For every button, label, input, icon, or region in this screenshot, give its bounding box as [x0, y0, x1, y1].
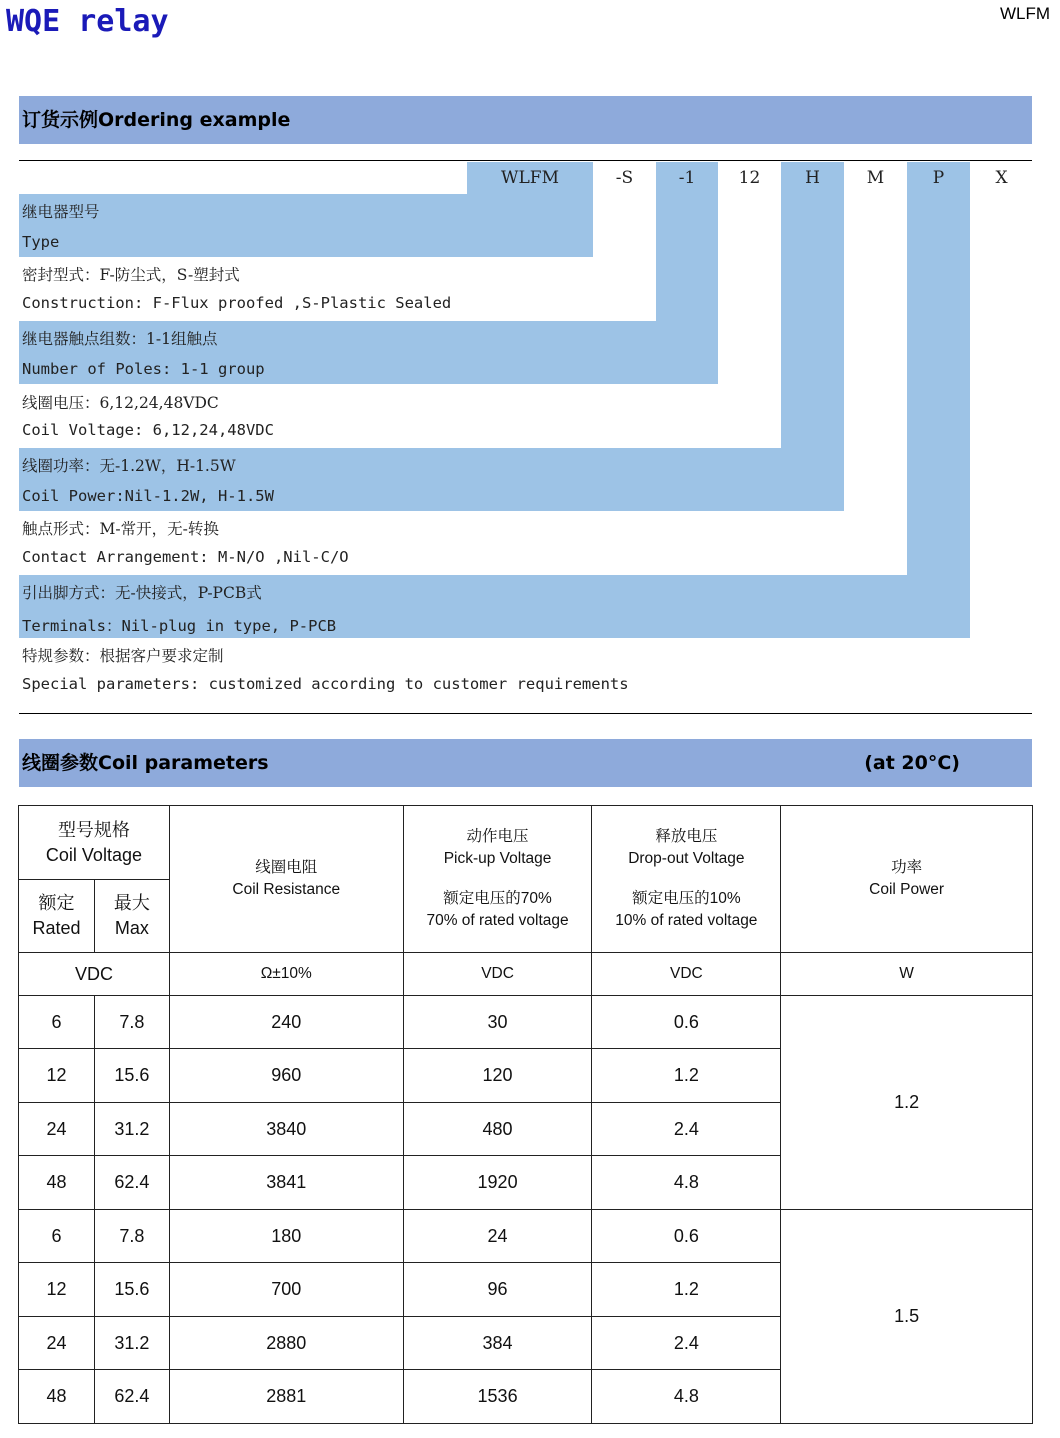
header-max-zh: 最大: [113, 893, 150, 913]
item-construction-en: Construction: F-Flux proofed ,S-Plastic Sealed: [22, 294, 452, 312]
header-dropout-note-zh: 额定电压的10%: [632, 890, 741, 907]
cell-rated: 48: [19, 1156, 95, 1210]
header-rated: [19, 880, 95, 953]
cell-pickup: 384: [403, 1317, 592, 1370]
cell-max: 15.6: [94, 1049, 169, 1103]
coil-parameters-table: [18, 805, 1033, 1424]
cell-resistance: 960: [169, 1049, 403, 1103]
cell-rated: 6: [19, 996, 95, 1049]
cell-dropout: 2.4: [592, 1103, 781, 1156]
header-coil-voltage-en: Coil Voltage: [45, 844, 142, 865]
header-dropout: [592, 806, 781, 953]
code-poles: -1: [678, 168, 696, 188]
model-label: WLFM: [1000, 4, 1051, 23]
cell-dropout: 1.2: [592, 1263, 781, 1317]
table-header-row-1: [19, 806, 1033, 880]
cell-power-group-2: 1.5: [781, 1210, 1033, 1424]
header-pickup: [403, 806, 592, 953]
cell-resistance: 240: [169, 996, 403, 1049]
header-dropout-en: Drop-out Voltage: [628, 850, 745, 867]
cell-pickup: 480: [403, 1103, 592, 1156]
coil-section-title: 线圈参数Coil parameters: [22, 752, 269, 774]
header-power: [781, 806, 1033, 953]
cell-dropout: 0.6: [592, 1210, 781, 1263]
unit-power: W: [781, 953, 1033, 996]
cell-max: 7.8: [94, 996, 169, 1049]
header-resistance: [169, 806, 403, 953]
shade-col-power: [781, 194, 844, 448]
ordering-bottom-rule: [19, 713, 1032, 714]
unit-resistance: Ω±10%: [169, 953, 403, 996]
cell-resistance: 2881: [169, 1370, 403, 1424]
header-resistance-zh: 线圈电阻: [255, 859, 318, 876]
coil-condition: (at 20°C): [864, 752, 960, 774]
cell-max: 62.4: [94, 1156, 169, 1210]
header-dropout-zh: 释放电压: [655, 828, 718, 845]
item-terminals-zh: 引出脚方式：无-快接式，P-PCB式: [22, 584, 262, 602]
header-coil-voltage-zh: 型号规格: [57, 819, 130, 840]
header-max-en: Max: [114, 918, 149, 938]
cell-dropout: 1.2: [592, 1049, 781, 1103]
shade-row-type: [19, 194, 593, 257]
cell-resistance: 3841: [169, 1156, 403, 1210]
cell-resistance: 3840: [169, 1103, 403, 1156]
cell-rated: 6: [19, 1210, 95, 1263]
unit-pickup: VDC: [403, 953, 592, 996]
table-row: [19, 996, 1033, 1049]
cell-rated: 24: [19, 1317, 95, 1370]
cell-dropout: 0.6: [592, 996, 781, 1049]
item-special-en: Special parameters: customized according to customer requirements: [22, 675, 629, 693]
item-contact-zh: 触点形式：M-常开，无-转换: [22, 520, 219, 538]
cell-max: 15.6: [94, 1263, 169, 1317]
item-voltage-en: Coil Voltage: 6,12,24,48VDC: [22, 421, 274, 439]
cell-resistance: 700: [169, 1263, 403, 1317]
header-pickup-note-en: 70% of rated voltage: [426, 912, 569, 929]
ordering-top-rule: [19, 160, 1032, 161]
item-power-zh: 线圈功率：无-1.2W，H-1.5W: [22, 457, 236, 475]
item-contact-en: Contact Arrangement: M-N/O ,Nil-C/O: [22, 548, 349, 566]
cell-dropout: 4.8: [592, 1156, 781, 1210]
header-resistance-en: Coil Resistance: [232, 881, 341, 898]
cell-max: 62.4: [94, 1370, 169, 1424]
header-max: [94, 880, 169, 953]
cell-dropout: 4.8: [592, 1370, 781, 1424]
cell-max: 7.8: [94, 1210, 169, 1263]
shade-col-terminals: [907, 194, 970, 575]
code-coil-voltage: 12: [738, 168, 761, 188]
header-pickup-zh: 动作电压: [466, 828, 529, 845]
item-terminals-en: Terminals：Nil-plug in type, P-PCB: [22, 617, 337, 635]
table-units-row: [19, 953, 1033, 996]
cell-pickup: 24: [403, 1210, 592, 1263]
item-construction-zh: 密封型式：F-防尘式，S-塑封式: [22, 266, 240, 284]
item-voltage-zh: 线圈电压：6,12,24,48VDC: [22, 394, 219, 412]
coil-section-band: [19, 739, 1032, 787]
code-construction: -S: [615, 168, 634, 188]
item-poles-en: Number of Poles: 1-1 group: [22, 360, 265, 378]
table-row: [19, 1210, 1033, 1263]
unit-dropout: VDC: [592, 953, 781, 996]
item-type-en: Type: [22, 233, 60, 251]
code-coil-power: H: [805, 168, 820, 188]
header-rated-zh: 额定: [38, 893, 75, 913]
shade-col-poles: [656, 194, 718, 321]
header-pickup-note-zh: 额定电压的70%: [443, 890, 552, 907]
cell-rated: 24: [19, 1103, 95, 1156]
unit-voltage: VDC: [19, 953, 170, 996]
code-series: WLFM: [501, 168, 559, 188]
cell-max: 31.2: [94, 1103, 169, 1156]
item-power-en: Coil Power:Nil-1.2W, H-1.5W: [22, 487, 274, 505]
cell-max: 31.2: [94, 1317, 169, 1370]
brand-title: WQE relay: [6, 4, 169, 39]
cell-rated: 12: [19, 1049, 95, 1103]
cell-dropout: 2.4: [592, 1317, 781, 1370]
header-rated-en: Rated: [32, 918, 81, 938]
header-dropout-note-en: 10% of rated voltage: [615, 912, 758, 929]
cell-power-group-1: 1.2: [781, 996, 1033, 1210]
header-coil-voltage: [19, 806, 170, 880]
header-pickup-en: Pick-up Voltage: [443, 850, 552, 867]
cell-pickup: 30: [403, 996, 592, 1049]
code-contact: M: [866, 168, 885, 188]
header-power-en: Coil Power: [869, 881, 945, 898]
cell-rated: 48: [19, 1370, 95, 1424]
item-poles-zh: 继电器触点组数：1-1组触点: [22, 330, 218, 348]
cell-resistance: 180: [169, 1210, 403, 1263]
code-terminals: P: [932, 168, 945, 188]
cell-resistance: 2880: [169, 1317, 403, 1370]
cell-pickup: 1920: [403, 1156, 592, 1210]
item-special-zh: 特规参数：根据客户要求定制: [22, 647, 224, 665]
cell-pickup: 120: [403, 1049, 592, 1103]
header-power-zh: 功率: [891, 859, 923, 876]
cell-pickup: 1536: [403, 1370, 592, 1424]
ordering-section-title: 订货示例Ordering example: [19, 96, 1032, 144]
code-special: X: [995, 168, 1008, 188]
item-type-zh: 继电器型号: [22, 203, 100, 221]
cell-pickup: 96: [403, 1263, 592, 1317]
cell-rated: 12: [19, 1263, 95, 1317]
